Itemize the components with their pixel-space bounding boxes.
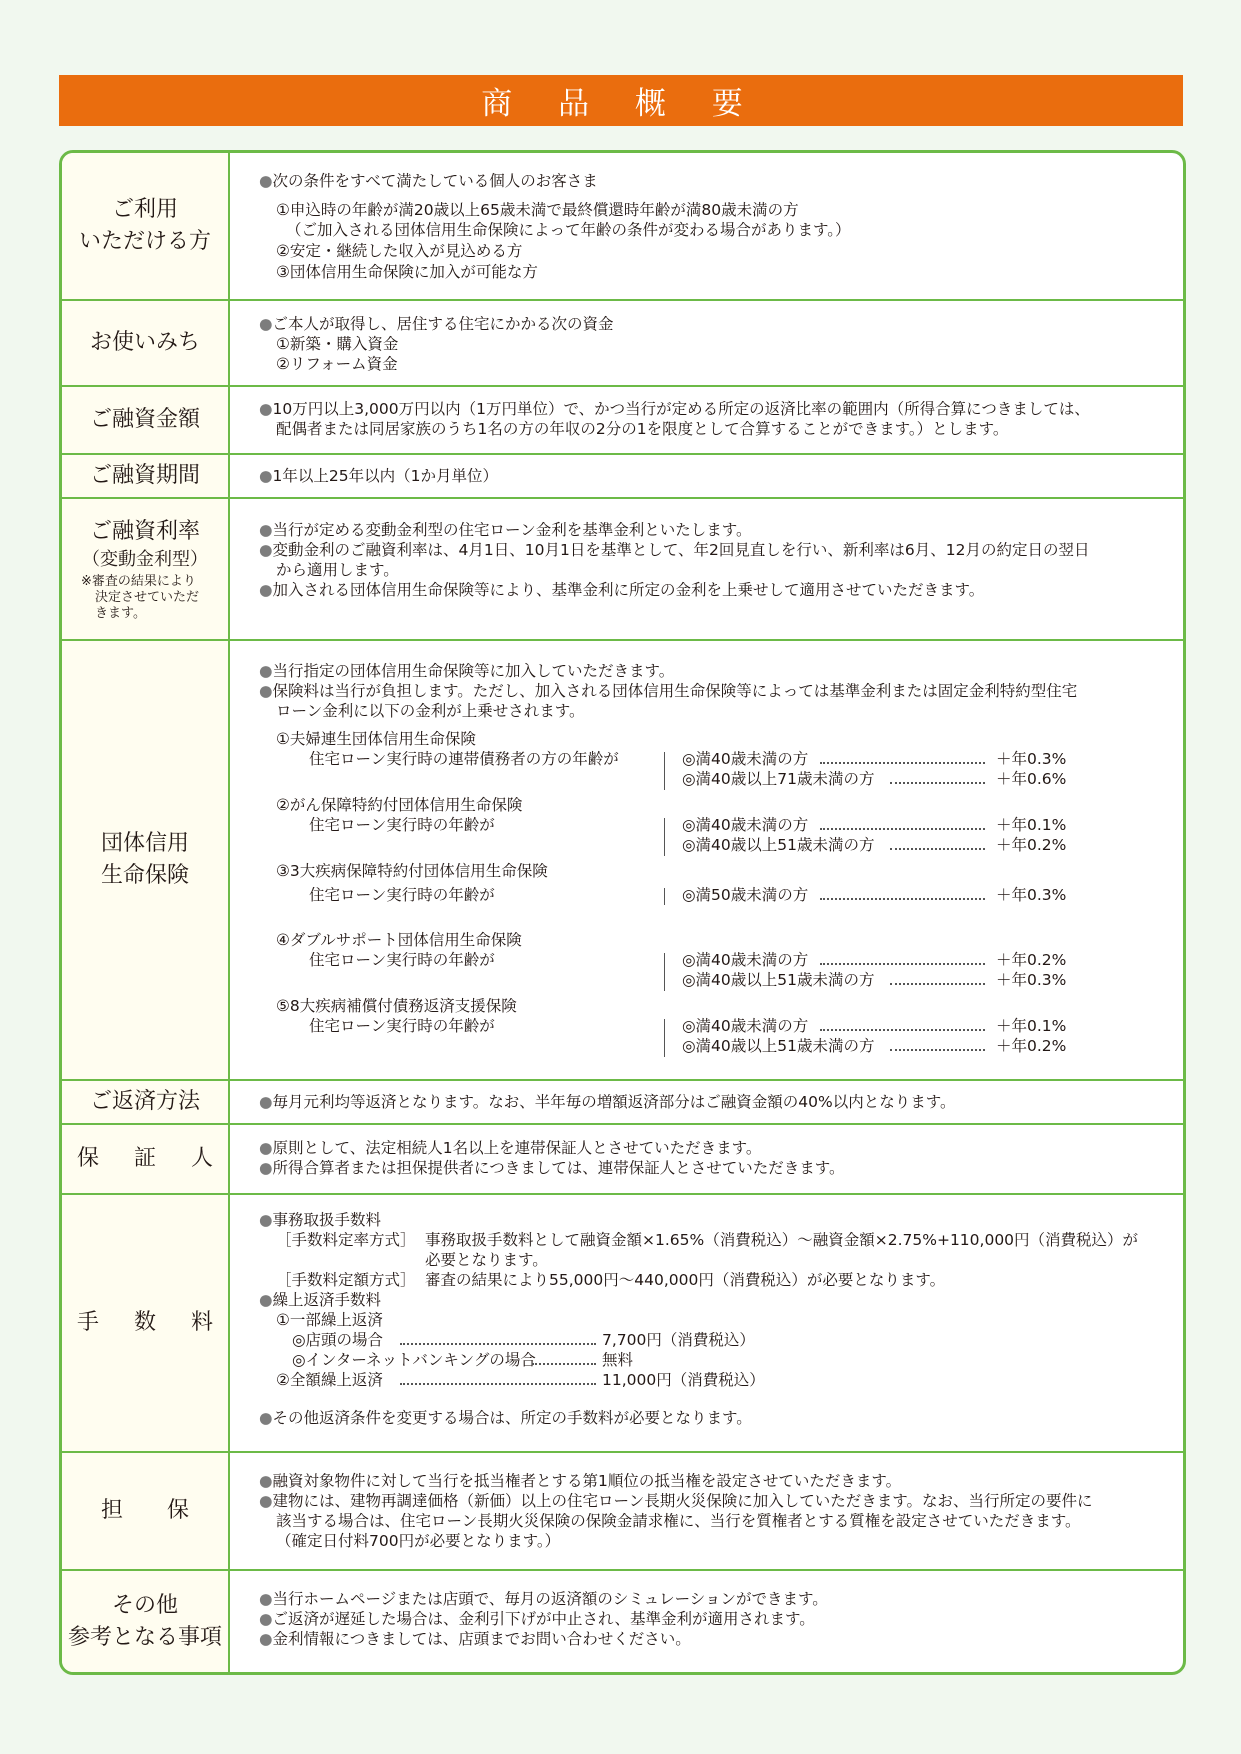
leader-dots xyxy=(820,963,985,965)
bullet-icon: ● xyxy=(259,1409,273,1427)
note-line: ※審査の結果により xyxy=(81,574,196,589)
fee-amount: 7,700円（消費税込） xyxy=(602,1331,755,1349)
label-line: ご返済方法 xyxy=(89,1089,200,1114)
tier-rate: ＋年0.1% xyxy=(996,816,1067,834)
row-content xyxy=(230,1195,1183,1451)
bullet-icon: ● xyxy=(259,662,273,680)
row-label xyxy=(62,1081,230,1123)
bullet-icon: ● xyxy=(259,1093,273,1111)
tier-label: ◎満40歳未満の方 xyxy=(682,816,809,834)
row-content xyxy=(230,387,1183,453)
separator-bar xyxy=(664,953,665,991)
bullet-icon: ● xyxy=(259,467,273,485)
leader-dots xyxy=(820,762,985,764)
condition-text: ②安定・継続した収入が見込める方 xyxy=(276,242,523,260)
plan-condition: 住宅ローン実行時の年齢が xyxy=(309,951,495,969)
leader-dots xyxy=(890,1049,985,1051)
leader-dots xyxy=(820,1029,985,1031)
row-eligibility xyxy=(62,153,1183,301)
row-label xyxy=(62,1125,230,1193)
bullet-text: ●ご本人が取得し、居住する住宅にかかる次の資金 xyxy=(259,315,614,333)
row-label xyxy=(62,641,230,1079)
plan-name: ⑤8大疾病補償付債務返済支援保険 xyxy=(276,997,517,1015)
bullet-text: ●当行指定の団体信用生命保険等に加入していただきます。 xyxy=(259,662,675,680)
bullet-text: ●その他返済条件を変更する場合は、所定の手数料が必要となります。 xyxy=(259,1409,752,1427)
bullet-icon: ● xyxy=(259,1492,273,1510)
plan-name: ①夫婦連生団体信用生命保険 xyxy=(276,730,476,748)
row-loan-amount xyxy=(62,387,1183,455)
bullet-text: から適用します。 xyxy=(276,561,399,579)
bullet-text: ●融資対象物件に対して当行を抵当権者とする第1順位の抵当権を設定させていただきます。 xyxy=(259,1472,902,1490)
bullet-text: ローン金利に以下の金利が上乗せされます。 xyxy=(276,702,585,720)
row-label xyxy=(62,301,230,385)
fee-case: ◎インターネットバンキングの場合 xyxy=(292,1351,536,1369)
tier-label: ◎満40歳未満の方 xyxy=(682,1017,809,1035)
tier-label: ◎満40歳以上51歳未満の方 xyxy=(682,971,875,989)
leader-dots xyxy=(820,828,985,830)
note-line: きます。 xyxy=(95,606,146,621)
row-label xyxy=(62,455,230,497)
row-content xyxy=(230,1453,1183,1569)
separator-bar xyxy=(664,752,665,790)
bullet-icon: ● xyxy=(259,682,273,700)
leader-dots xyxy=(400,1343,596,1345)
condition-text: ③団体信用生命保険に加入が可能な方 xyxy=(276,263,538,281)
label-line: 団体信用 xyxy=(100,831,189,856)
row-guarantor xyxy=(62,1125,1183,1195)
label-line: ご利用 xyxy=(111,197,178,222)
label-line: 保 証 人 xyxy=(77,1146,227,1171)
tier-label: ◎満50歳未満の方 xyxy=(682,886,809,904)
bullet-icon: ● xyxy=(259,541,273,559)
row-content xyxy=(230,153,1183,299)
leader-dots xyxy=(890,848,985,850)
row-content xyxy=(230,301,1183,385)
product-summary-table xyxy=(59,150,1186,1675)
row-group-insurance xyxy=(62,641,1183,1081)
label-line: お使いみち xyxy=(89,330,200,355)
label-line: その他 xyxy=(111,1592,178,1618)
row-collateral xyxy=(62,1453,1183,1571)
bullet-text: ●事務取扱手数料 xyxy=(259,1211,382,1229)
bullet-icon: ● xyxy=(259,1211,273,1229)
bullet-text: ●毎月元利均等返済となります。なお、半年毎の増額返済部分はご融資金額の40%以内となります。 xyxy=(259,1093,956,1111)
bullet-text: ●所得合算者または担保提供者につきましては、連帯保証人とさせていただきます。 xyxy=(259,1159,845,1177)
bullet-text: ●ご返済が遅延した場合は、金利引下げが中止され、基準金利が適用されます。 xyxy=(259,1610,815,1628)
bullet-icon: ● xyxy=(259,521,273,539)
bullet-text: （確定日付料700円が必要となります。） xyxy=(276,1532,561,1550)
bullet-text: ●1年以上25年以内（1か月単位） xyxy=(259,467,498,485)
bullet-text: 該当する場合は、住宅ローン長期火災保険の保険金請求権に、当行を質権者とする質権を設定させていただきます。 xyxy=(276,1512,1081,1530)
tier-rate: ＋年0.6% xyxy=(996,770,1067,788)
label-line: ご融資期間 xyxy=(89,463,200,488)
label-line: 担 保 xyxy=(100,1498,189,1523)
leader-dots xyxy=(532,1363,596,1365)
row-loan-period xyxy=(62,455,1183,499)
fee-case: ◎店頭の場合 xyxy=(292,1331,384,1349)
row-fees xyxy=(62,1195,1183,1453)
row-content xyxy=(230,455,1183,497)
separator-bar xyxy=(664,888,665,905)
fee-detail: 事務取扱手数料として融資金額×1.65%（消費税込）～融資金額×2.75%+110,000円（消費税込）が xyxy=(425,1231,1139,1249)
plan-name: ②がん保障特約付団体信用生命保険 xyxy=(276,796,523,814)
plan-name: ④ダブルサポート団体信用生命保険 xyxy=(276,931,522,949)
plan-condition: 住宅ローン実行時の年齢が xyxy=(309,886,495,904)
row-usage xyxy=(62,301,1183,387)
list-item: ②全額繰上返済 xyxy=(276,1371,383,1389)
tier-rate: ＋年0.1% xyxy=(996,1017,1067,1035)
tier-rate: ＋年0.2% xyxy=(996,951,1067,969)
tier-label: ◎満40歳未満の方 xyxy=(682,951,809,969)
label-sub: （変動金利型） xyxy=(82,549,208,570)
fee-method: ［手数料定額方式］ xyxy=(276,1271,416,1289)
plan-condition: 住宅ローン実行時の連帯債務者の方の年齢が xyxy=(309,750,619,768)
bullet-text: ●当行が定める変動金利型の住宅ローン金利を基準金利といたします。 xyxy=(259,521,752,539)
label-line: ご融資金額 xyxy=(89,407,200,432)
plan-condition: 住宅ローン実行時の年齢が xyxy=(309,816,495,834)
fee-amount: 無料 xyxy=(602,1351,634,1369)
tier-rate: ＋年0.3% xyxy=(996,750,1067,768)
row-content xyxy=(230,1081,1183,1123)
label-line: 生命保険 xyxy=(100,863,189,888)
bullet-icon: ● xyxy=(259,1630,273,1648)
bullet-text: ●繰上返済手数料 xyxy=(259,1291,382,1309)
leader-dots xyxy=(820,898,985,900)
condition-text: （ご加入される団体信用生命保険によって年齢の条件が変わる場合があります。） xyxy=(286,221,851,239)
condition-text: ①申込時の年齢が満20歳以上65歳未満で最終償還時年齢が満80歳未満の方 xyxy=(276,201,799,219)
leader-dots xyxy=(400,1383,596,1385)
bullet-text: ●金利情報につきましては、店頭までお問い合わせください。 xyxy=(259,1630,691,1648)
label-line: 手 数 料 xyxy=(77,1310,227,1335)
bullet-text: ●建物には、建物再調達価格（新価）以上の住宅ローン長期火災保険に加入していただきます。なお、当行所定の要件に xyxy=(259,1492,1093,1510)
row-content xyxy=(230,641,1183,1079)
bullet-icon: ● xyxy=(259,1159,273,1177)
note-line: 決定させていただ xyxy=(95,590,200,605)
list-item: ①一部繰上返済 xyxy=(276,1311,383,1329)
tier-label: ◎満40歳以上51歳未満の方 xyxy=(682,1037,875,1055)
fee-amount: 11,000円（消費税込） xyxy=(602,1371,765,1389)
bullet-icon: ● xyxy=(259,172,273,190)
tier-rate: ＋年0.2% xyxy=(996,1037,1067,1055)
bullet-text: 配偶者または同居家族のうち1名の方の年収の2分の1を限度として合算することができます。）とします。 xyxy=(276,420,1009,438)
list-item: ①新築・購入資金 xyxy=(276,335,399,353)
tier-label: ◎満40歳以上51歳未満の方 xyxy=(682,836,875,854)
tier-rate: ＋年0.3% xyxy=(996,971,1067,989)
page-title: 商 品 概 要 xyxy=(59,75,1183,126)
label-line: いただける方 xyxy=(78,229,211,254)
plan-name: ③3大疾病保障特約付団体信用生命保険 xyxy=(276,862,548,880)
row-label xyxy=(62,1571,230,1672)
row-other-notes xyxy=(62,1571,1183,1672)
tier-label: ◎満40歳未満の方 xyxy=(682,750,809,768)
leader-dots xyxy=(890,782,985,784)
bullet-icon: ● xyxy=(259,581,273,599)
row-content xyxy=(230,499,1183,639)
plan-condition: 住宅ローン実行時の年齢が xyxy=(309,1017,495,1035)
bullet-text: ●当行ホームページまたは店頭で、毎月の返済額のシミュレーションができます。 xyxy=(259,1590,828,1608)
bullet-icon: ● xyxy=(259,315,273,333)
tier-rate: ＋年0.2% xyxy=(996,836,1067,854)
row-label xyxy=(62,387,230,453)
tier-label: ◎満40歳以上71歳未満の方 xyxy=(682,770,875,788)
bullet-text: ●加入される団体信用生命保険等により、基準金利に所定の金利を上乗せして適用させていただきます。 xyxy=(259,581,985,599)
bullet-text: ●原則として、法定相続人1名以上を連帯保証人とさせていただきます。 xyxy=(259,1139,762,1157)
bullet-icon: ● xyxy=(259,1472,273,1490)
tier-rate: ＋年0.3% xyxy=(996,886,1067,904)
row-label xyxy=(62,1453,230,1569)
bullet-text: ●次の条件をすべて満たしている個人のお客さま xyxy=(259,172,598,190)
row-label xyxy=(62,1195,230,1451)
list-item: ②リフォーム資金 xyxy=(276,355,398,373)
label-line: 参考となる事項 xyxy=(67,1624,222,1650)
row-repayment-method xyxy=(62,1081,1183,1125)
bullet-icon: ● xyxy=(259,1610,273,1628)
bullet-icon: ● xyxy=(259,1139,273,1157)
row-content xyxy=(230,1125,1183,1193)
separator-bar xyxy=(664,1019,665,1057)
separator-bar xyxy=(664,818,665,856)
fee-method: ［手数料定率方式］ xyxy=(276,1231,416,1249)
leader-dots xyxy=(890,983,985,985)
row-content xyxy=(230,1571,1183,1672)
bullet-text: ●変動金利のご融資利率は、4月1日、10月1日を基準として、年2回見直しを行い、新利率は6月、12月の約定日の翌日 xyxy=(259,541,1090,559)
fee-detail: 審査の結果により55,000円～440,000円（消費税込）が必要となります。 xyxy=(425,1271,946,1289)
bullet-text: ●保険料は当行が負担します。ただし、加入される団体信用生命保険等によっては基準金利または固定金利特約型住宅 xyxy=(259,682,1078,700)
bullet-icon: ● xyxy=(259,400,273,418)
row-label xyxy=(62,499,230,639)
bullet-icon: ● xyxy=(259,1291,273,1309)
fee-detail: 必要となります。 xyxy=(425,1251,548,1269)
row-interest-rate xyxy=(62,499,1183,641)
row-label xyxy=(62,153,230,299)
bullet-icon: ● xyxy=(259,1590,273,1608)
bullet-text: ●10万円以上3,000万円以内（1万円単位）で、かつ当行が定める所定の返済比率の範囲内（所得合算につきましては、 xyxy=(259,400,1090,418)
label-note xyxy=(81,574,209,622)
label-line: ご融資利率 xyxy=(89,519,200,544)
